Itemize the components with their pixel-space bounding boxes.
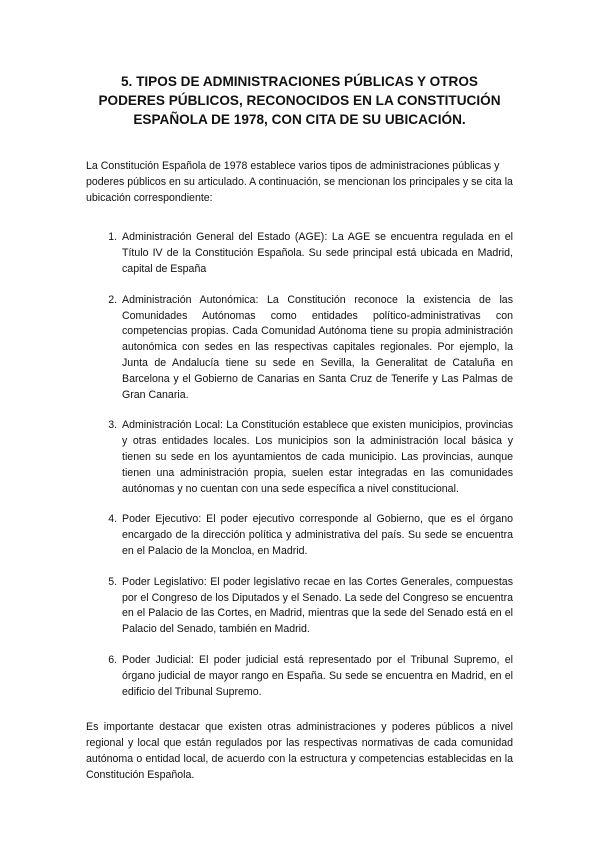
- list-item-age: 1. Administración General del Estado (AGE): La AGE se encuentra regulada en el Título IV de la Constitución Española. Su sede principal está ubicada en Madrid, capital de España: [120, 230, 513, 277]
- closing-paragraph: Es importante destacar que existen otras administraciones y poderes públicos a nivel regional y local que están regulados por las respectivas normativas de cada comunidad autónoma o entidad local, de acuerdo con la estructura y competencias establecidas en la Constitución Española.: [86, 721, 513, 781]
- document-title: 5. TIPOS DE ADMINISTRACIONES PÚBLICAS Y OTROS PODERES PÚBLICOS, RECONOCIDOS EN LA CONSTITUCIÓN ESPAÑOLA DE 1978, CON CITA DE SU UBICACIÓN.: [98, 74, 501, 127]
- list-item-autonomica: 2. Administración Autonómica: La Constitución reconoce la existencia de las Comunidades Autónomas como entidades político-administrativas con competencias propias. Cada Comunidad Autónoma tiene su propia administración autonómica con sedes en las respectivas capitales regionales. Por ejemplo, la Junta de Andalucía tiene su sede en Sevilla, la Generalitat de Cataluña en Barcelona y el Gobierno de Canarias en Santa Cruz de Tenerife y Las Palmas de Gran Canaria.: [120, 293, 513, 404]
- administrations-list: [86, 230, 513, 700]
- list-item-judicial: 6. Poder Judicial: El poder judicial está representado por el Tribunal Supremo, el órgano judicial de mayor rango en España. Su sede se encuentra en Madrid, en el edificio del Tribunal Supremo.: [120, 653, 513, 700]
- list-item-legislativo: 5. Poder Legislativo: El poder legislativo recae en las Cortes Generales, compuestas por el Congreso de los Diputados y el Senado. La sede del Congreso se encuentra en el Palacio de las Cortes, en Madrid, mientras que la sede del Senado está en el Palacio del Senado, también en Madrid.: [120, 575, 513, 638]
- intro-paragraph: La Constitución Española de 1978 establece varios tipos de administraciones públicas y poderes públicos en su articulado. A continuación, se mencionan los principales y se cita la ubicación correspondiente:: [86, 160, 513, 204]
- list-item-ejecutivo: 4. Poder Ejecutivo: El poder ejecutivo corresponde al Gobierno, que es el órgano encargado de la dirección política y administrativa del país. Su sede se encuentra en el Palacio de la Moncloa, en Madrid.: [120, 512, 513, 559]
- list-item-local: 3. Administración Local: La Constitución establece que existen municipios, provincias y otras entidades locales. Los municipios son la administración local básica y tienen su sede en los ayuntamientos de cada municipio. Las provincias, aunque tienen una administración propia, suelen estar integradas en las comunidades autónomas y no cuentan con una sede específica a nivel constitucional.: [120, 418, 513, 497]
